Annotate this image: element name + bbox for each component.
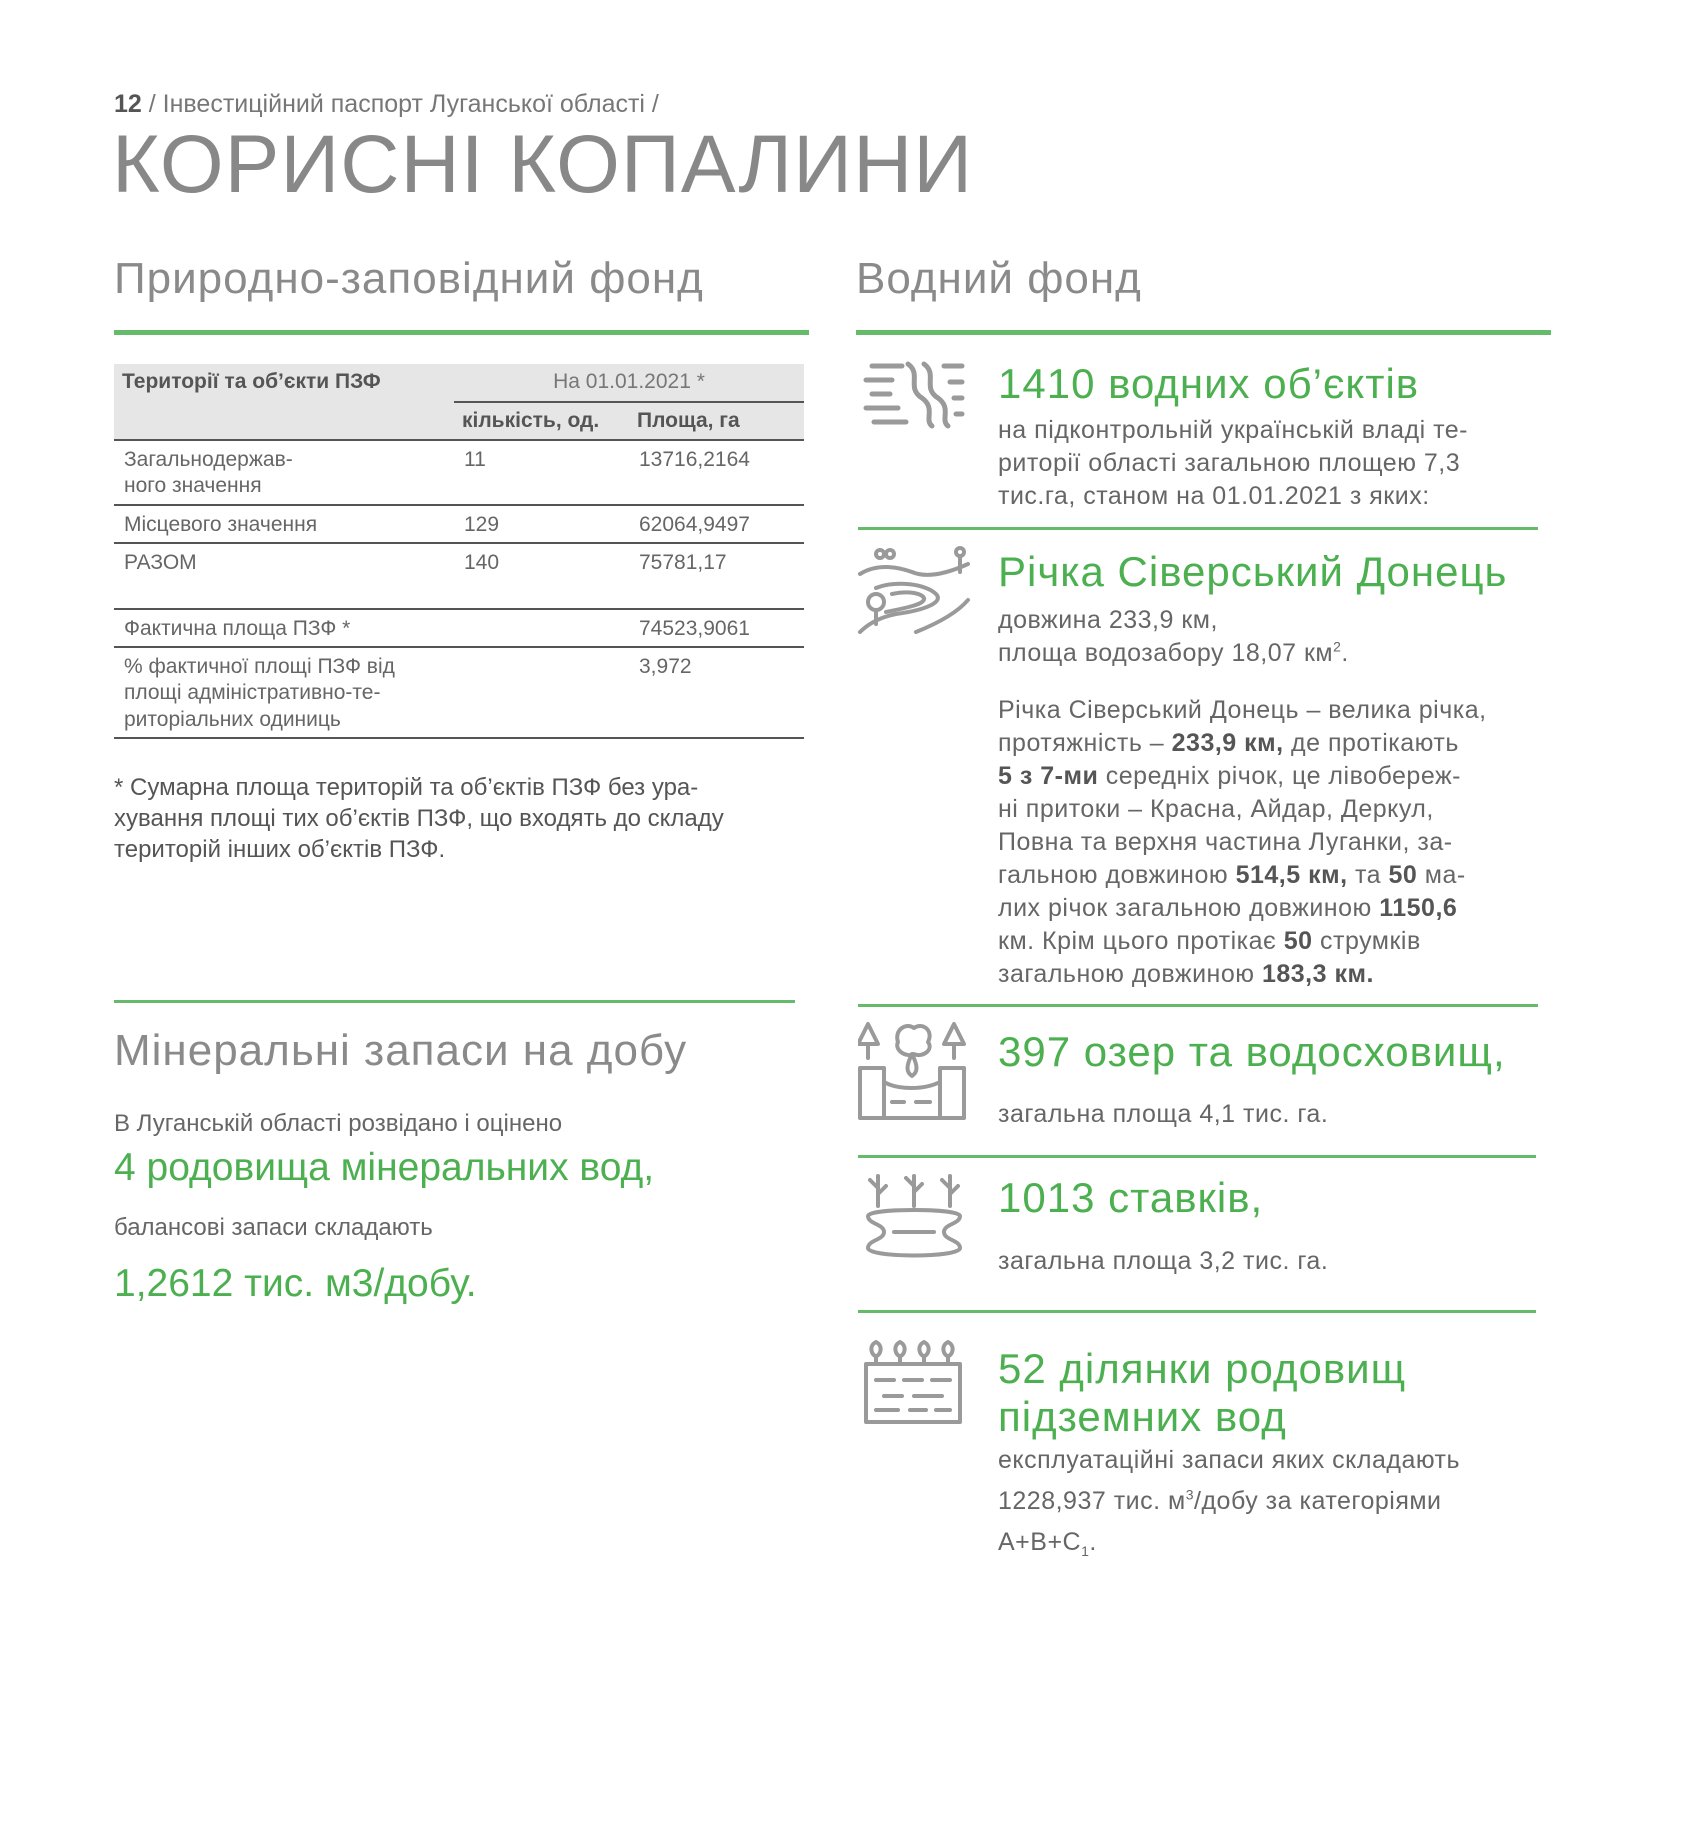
page-number: 12 — [114, 90, 142, 118]
table-col-header: Території та об’єкти ПЗФ — [114, 364, 454, 402]
lake-reservoir-icon — [858, 1018, 966, 1122]
minerals-balance-value: 1,2612 тис. м3/добу. — [114, 1262, 477, 1305]
minerals-balance-label: балансові запаси складають — [114, 1214, 433, 1241]
water-objects-heading: 1410 водних об’єктів — [998, 360, 1420, 407]
river-landscape-icon — [856, 544, 972, 634]
ponds-heading: 1013 ставків, — [998, 1174, 1264, 1221]
river-length: довжина 233,9 км, — [998, 606, 1218, 634]
row-count: 140 — [454, 543, 629, 609]
pzf-divider — [114, 330, 809, 335]
minerals-intro: В Луганській області розвідано і оцінено — [114, 1110, 563, 1137]
divider-ground — [858, 1310, 1536, 1313]
ponds-text: загальна площа 3,2 тис. га. — [998, 1247, 1329, 1275]
table-row — [114, 505, 804, 543]
divider-ponds — [858, 1155, 1536, 1158]
row-area: 3,972 — [629, 647, 804, 738]
minerals-section-title: Мінеральні запаси на добу — [114, 1026, 688, 1075]
table-sub-count: кількість, од. — [454, 402, 629, 440]
lakes-heading: 397 озер та водосховищ, — [998, 1028, 1506, 1075]
pond-icon — [864, 1172, 964, 1262]
ground-text: експлуатаційні запаси яких складають 1228,937 тис. $м^3$/добу за категоріями $A+B+C_1$. — [998, 1446, 1461, 1559]
ground-heading: 52 ділянки родовищ підземних вод — [998, 1345, 1407, 1441]
row-name: Загальнодержав- ного значення — [114, 440, 454, 505]
pzf-table — [114, 364, 804, 739]
groundwater-icon — [864, 1340, 962, 1424]
water-section-title: Водний фонд — [856, 254, 1142, 303]
row-name: Місцевого значення — [114, 505, 454, 543]
pzf-footnote: * Сумарна площа територій та об’єктів ПЗФ без ура- хування площі тих об’єктів ПЗФ, що входять до складу територій інших об’єктів ПЗФ. — [114, 774, 724, 864]
breadcrumb-text: / Інвестиційний паспорт Луганської області / — [148, 90, 659, 118]
table-row — [114, 609, 804, 647]
table-sub-area: Площа, га — [629, 402, 804, 440]
row-count: 11 — [454, 440, 629, 505]
table-header-blank — [114, 402, 454, 440]
row-area: 62064,9497 — [629, 505, 804, 543]
divider-lakes — [858, 1004, 1538, 1007]
breadcrumb — [114, 90, 659, 119]
minerals-deposits: 4 родовища мінеральних вод, — [114, 1146, 655, 1189]
table-row — [114, 647, 804, 738]
row-area: 74523,9061 — [629, 609, 804, 647]
table-period: На 01.01.2021 * — [454, 364, 804, 402]
page-title: КОРИСНІ КОПАЛИНИ — [112, 119, 974, 210]
divider-river — [858, 527, 1538, 530]
row-name: РАЗОМ — [114, 543, 454, 609]
minerals-divider — [114, 1000, 795, 1003]
water-flow-icon — [862, 358, 966, 430]
pzf-section-title: Природно-заповідний фонд — [114, 254, 704, 303]
river-heading: Річка Сіверський Донець — [998, 548, 1508, 595]
row-count: 129 — [454, 505, 629, 543]
row-name: % фактичної площі ПЗФ від площі адміністративно-те- риторіальних одиниць — [114, 647, 454, 738]
table-row — [114, 440, 804, 505]
river-basin: площа водозабору 18,07 $км^2$. — [998, 638, 1349, 667]
row-count — [454, 647, 629, 738]
water-divider — [856, 330, 1551, 335]
row-count — [454, 609, 629, 647]
row-area: 75781,17 — [629, 543, 804, 609]
row-name: Фактична площа ПЗФ * — [114, 609, 454, 647]
water-objects-text: на підконтрольній українській владі те- риторії області загальною площею 7,3 тис.га, станом на 01.01.2021 з яких: — [998, 416, 1468, 510]
row-area: 13716,2164 — [629, 440, 804, 505]
river-description: Річка Сіверський Донець – велика річка, протяжність – 233,9 км, де протікають 5 з 7-ми середніх річок, це лівобереж- ні притоки – Красна, Айдар, Деркул, Повна та верхня частина Луганки, за- гальною довжиною 514,5 км, та 50 ма- лих річок загальною довжиною 1150,6 км. Крім цього протікає 50 струмків загальною довжиною 183,3 км. — [998, 696, 1487, 988]
table-row — [114, 543, 804, 609]
lakes-text: загальна площа 4,1 тис. га. — [998, 1100, 1329, 1128]
